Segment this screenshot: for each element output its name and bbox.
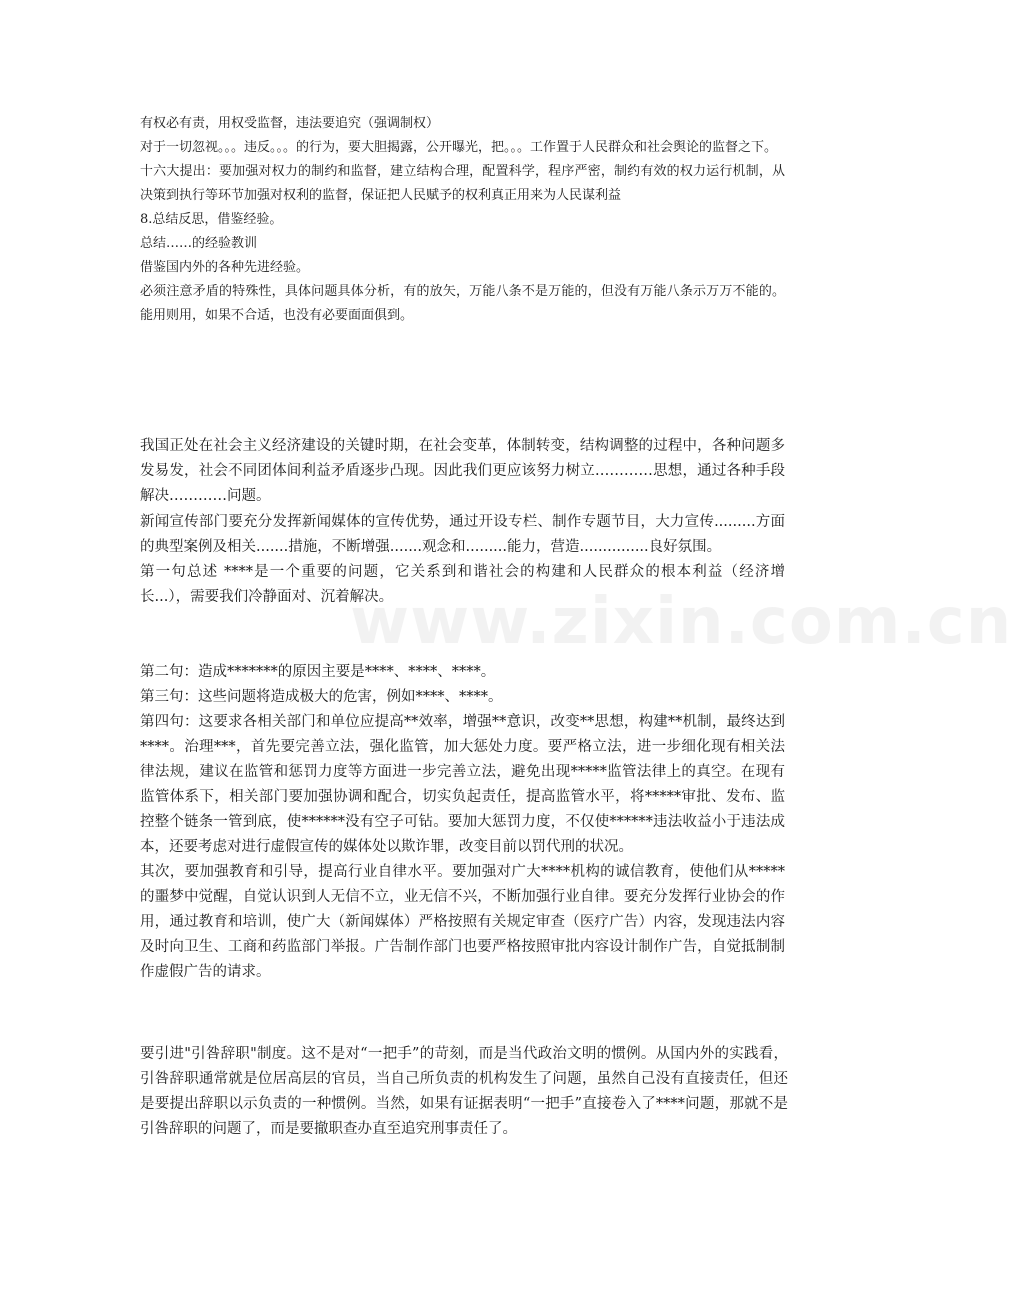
paragraph: 借鉴国内外的各种先进经验。 <box>140 260 310 275</box>
paragraph: 第四句：这要求各相关部门和单位应提高**效率，增强**意识，改变**思想，构建**机制，最终达到****。治理***，首先要完善立法，强化监管，加大惩处力度。要严格立法，进一步细化现有相关法律法规，建议在监管和惩罚力度等方面进一步完善立法，避免出现*****监管法律上的真空。在现有监管体系下，相关部门要加强协调和配合，切实负起责任，提高监管水平，将*****审批、发布、监控整个链条一管到底，使******没有空子可钻。要加大惩罚力度，不仅使******违法收益小于违法成本，还要考虑对进行虚假宣传的媒体处以欺诈罪，改变目前以罚代刑的状况。 <box>140 714 785 855</box>
paragraph: 我国正处在社会主义经济建设的关键时期，在社会变革，体制转变，结构调整的过程中，各种问题多发易发，社会不同团体间利益矛盾逐步凸现。因此我们更应该努力树立…………思想，通过各种手段解决…………问题。 <box>140 438 785 504</box>
paragraph: 总结……的经验教训 <box>140 236 258 251</box>
paragraph: 新闻宣传部门要充分发挥新闻媒体的宣传优势，通过开设专栏、制作专题节目，大力宣传.........方面的典型案例及相关.......措施，不断增强.......观念和.........能力，营造...............良好氛围。 <box>140 514 785 555</box>
watermark: www.zixin.com.cn <box>350 585 1012 659</box>
paragraph: 必须注意矛盾的特殊性，具体问题具体分析，有的放矢，万能八条不是万能的，但没有万能八条示万万不能的。能用则用，如果不合适，也没有必要面面俱到。 <box>140 284 785 323</box>
paragraph: 第一句总述 ****是一个重要的问题，它关系到和谐社会的构建和人民群众的根本利益（经济增长...），需要我们冷静面对、沉着解决。 <box>140 564 785 605</box>
paragraph: 第二句：造成*******的原因主要是****、****、****。 <box>140 664 496 680</box>
paragraph: 8.总结反思，借鉴经验。 <box>140 212 283 227</box>
paragraph: 其次，要加强教育和引导，提高行业自律水平。要加强对广大****机构的诚信教育，使他们从*****的噩梦中觉醒，自觉认识到人无信不立，业无信不兴，不断加强行业自律。要充分发挥行业协会的作用，通过教育和培训，使广大（新闻媒体）严格按照有关规定审查（医疗广告）内容，发现违法内容及时向卫生、工商和药监部门举报。广告制作部门也要严格按照审批内容设计制作广告，自觉抵制制作虚假广告的请求。 <box>140 864 785 980</box>
paragraph: 有权必有责，用权受监督，违法要追究（强调制权） <box>140 116 440 131</box>
paragraph: 要引进"引咎辞职"制度。这不是对“一把手”的苛刻，而是当代政治文明的惯例。从国内外的实践看，引咎辞职通常就是位居高层的官员，当自己所负责的机构发生了问题，虽然自己没有直接责任，但还是要提出辞职以示负责的一种惯例。当然，如果有证据表明“一把手”直接卷入了****问题，那就不是引咎辞职的问题了，而是要撤职查办直至追究刑事责任了。 <box>140 1046 788 1137</box>
section-oversight <box>140 112 785 328</box>
paragraph: 第三句：这些问题将造成极大的危害，例如****、****。 <box>140 689 503 705</box>
section-intro <box>140 434 785 509</box>
section-resignation <box>140 1042 788 1142</box>
paragraph: 十六大提出：要加强对权力的制约和监督，建立结构合理，配置科学，程序严密，制约有效的权力运行机制，从决策到执行等环节加强对权利的监督，保证把人民赋予的权利真正用来为人民谋利益 <box>140 164 785 203</box>
section-media <box>140 510 785 610</box>
section-sentences <box>140 660 785 985</box>
paragraph: 对于一切忽视。。。违反。。。的行为，要大胆揭露，公开曝光，把。。。工作置于人民群众和社会舆论的监督之下。 <box>140 140 778 155</box>
